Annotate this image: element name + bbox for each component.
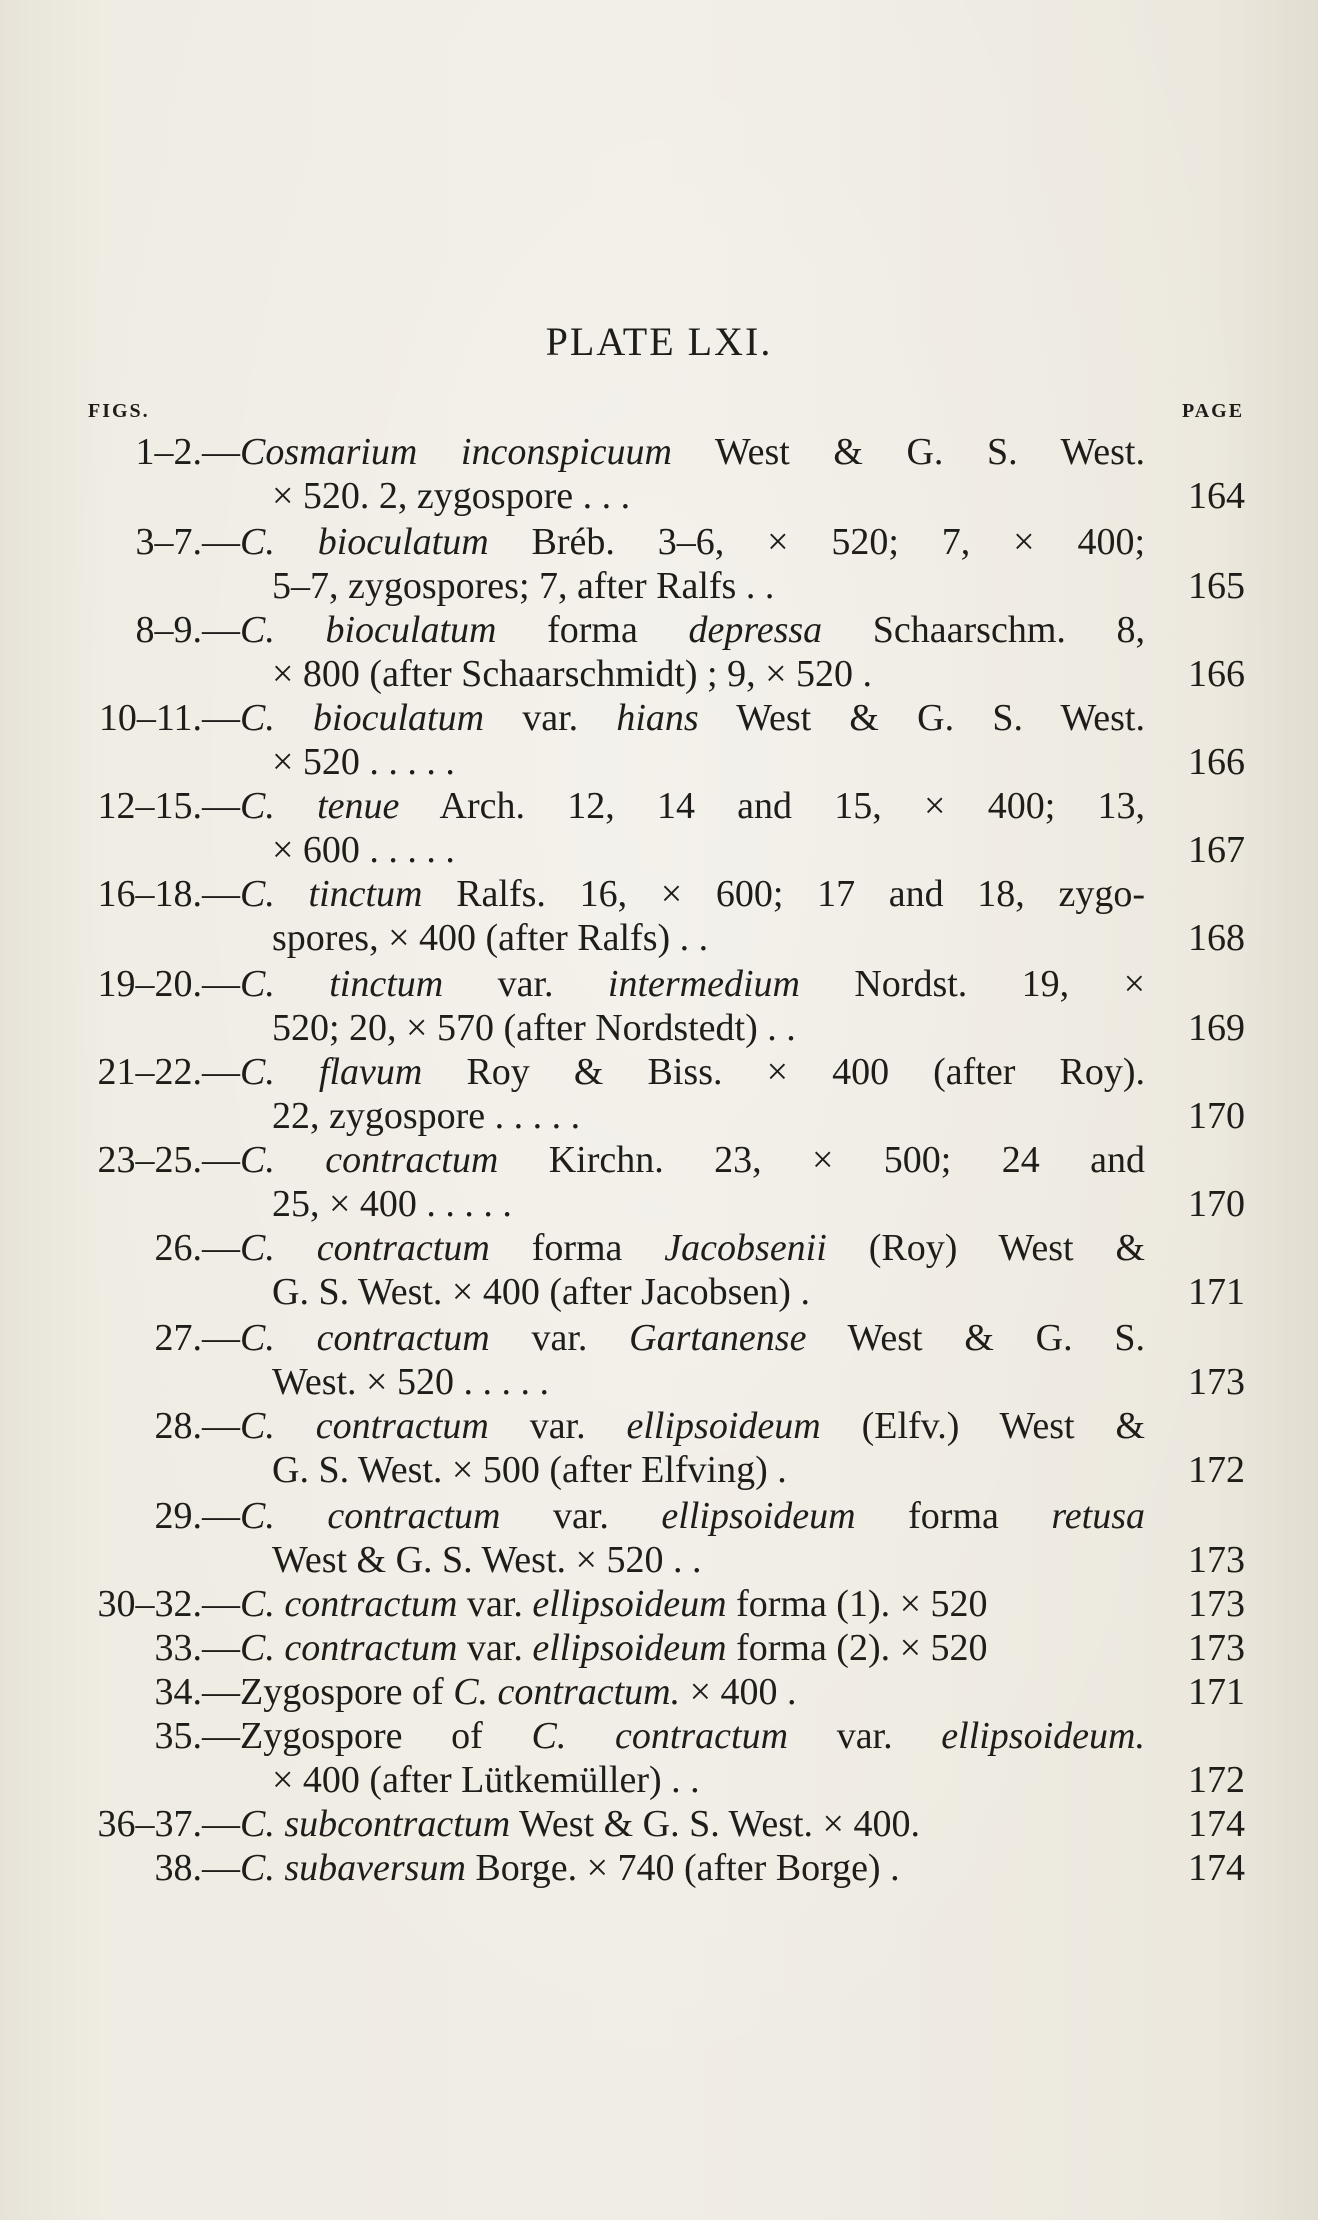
figure-number: 34.— bbox=[154, 1671, 240, 1713]
page-number: 169 bbox=[1188, 1007, 1245, 1049]
page-number: 172 bbox=[1188, 1449, 1245, 1491]
figure-entry bbox=[0, 696, 1318, 740]
figure-entry bbox=[0, 1494, 1318, 1538]
figure-number: 36–37.— bbox=[97, 1803, 240, 1845]
taxon-name: C. contractum bbox=[240, 1317, 490, 1359]
plate-title: PLATE LXI. bbox=[545, 319, 773, 364]
taxon-name: C. tinctum bbox=[240, 963, 444, 1005]
figure-description bbox=[240, 1494, 1145, 1538]
figure-description bbox=[240, 520, 1145, 564]
figure-entry bbox=[0, 430, 1318, 474]
figure-description-continued: × 400 (after Lütkemüller) . . bbox=[272, 1759, 700, 1801]
page-number: 168 bbox=[1188, 917, 1245, 959]
figure-description bbox=[240, 1670, 1145, 1714]
description-text: forma bbox=[496, 609, 689, 651]
taxon-name: C. subcontractum bbox=[240, 1803, 511, 1845]
figure-description-continued: 5–7, zygospores; 7, after Ralfs . . bbox=[272, 565, 775, 607]
page-number: 171 bbox=[1188, 1271, 1245, 1313]
figure-description-continued: West. × 520 . . . . . bbox=[272, 1361, 549, 1403]
figure-number: 28.— bbox=[154, 1405, 240, 1447]
figure-description bbox=[240, 784, 1145, 828]
taxon-name: ellipsoideum bbox=[626, 1405, 821, 1447]
figure-number: 12–15.— bbox=[97, 785, 240, 827]
description-text: West & G. S. West. × 400. bbox=[510, 1803, 920, 1845]
page-number: 173 bbox=[1188, 1361, 1245, 1403]
figure-description bbox=[240, 430, 1145, 474]
figure-entry-continuation bbox=[0, 1006, 1318, 1050]
figure-description-continued: × 800 (after Schaarschmidt) ; 9, × 520 . bbox=[272, 653, 873, 695]
figure-description-continued: spores, × 400 (after Ralfs) . . bbox=[272, 917, 709, 959]
figure-entry bbox=[0, 1404, 1318, 1448]
figure-number: 23–25.— bbox=[97, 1139, 240, 1181]
taxon-name: C. contractum bbox=[531, 1715, 789, 1757]
figure-description-continued: 25, × 400 . . . . . bbox=[272, 1183, 512, 1225]
page-number: 166 bbox=[1188, 741, 1245, 783]
figure-description bbox=[240, 696, 1145, 740]
figure-description bbox=[240, 962, 1145, 1006]
taxon-name: retusa bbox=[1051, 1495, 1145, 1537]
description-text: West & G. S. bbox=[806, 1317, 1145, 1359]
description-text: Borge. × 740 (after Borge) . bbox=[465, 1847, 900, 1889]
taxon-name: Jacobsenii bbox=[664, 1227, 827, 1269]
figure-number: 35.— bbox=[154, 1715, 240, 1757]
figure-entry bbox=[0, 1050, 1318, 1094]
figure-description-continued: G. S. West. × 400 (after Jacobsen) . bbox=[272, 1271, 810, 1313]
description-text: var. bbox=[500, 1495, 662, 1537]
taxon-name: hians bbox=[616, 697, 699, 739]
taxon-name: C. contractum bbox=[240, 1227, 490, 1269]
taxon-name: C. subaversum bbox=[240, 1847, 466, 1889]
description-text: Schaarschm. 8, bbox=[822, 609, 1146, 651]
description-text: West & G. S. West. bbox=[671, 431, 1145, 473]
figure-description bbox=[240, 1316, 1145, 1360]
figure-description bbox=[240, 1802, 1145, 1846]
figure-entry bbox=[0, 1626, 1318, 1670]
taxon-name: ellipsoideum bbox=[661, 1495, 856, 1537]
description-text: Bréb. 3–6, × 520; 7, × 400; bbox=[488, 521, 1146, 563]
figure-description bbox=[240, 1714, 1145, 1758]
figure-entry bbox=[0, 962, 1318, 1006]
taxon-name: C. contractum. bbox=[453, 1671, 681, 1713]
figure-entry bbox=[0, 1582, 1318, 1626]
description-text: Zygospore of bbox=[240, 1671, 454, 1713]
figure-description bbox=[240, 872, 1145, 916]
figure-number: 38.— bbox=[154, 1847, 240, 1889]
description-text: forma bbox=[489, 1227, 665, 1269]
description-text: Nordst. 19, × bbox=[799, 963, 1145, 1005]
figure-description bbox=[240, 1582, 1145, 1626]
figure-entry bbox=[0, 608, 1318, 652]
description-text: forma bbox=[855, 1495, 1052, 1537]
page-number: 164 bbox=[1188, 475, 1245, 517]
page-number: 167 bbox=[1188, 829, 1245, 871]
figure-entry-continuation bbox=[0, 564, 1318, 608]
figure-entry bbox=[0, 784, 1318, 828]
taxon-name: C. bioculatum bbox=[240, 697, 485, 739]
description-text: forma (1). × 520 bbox=[726, 1583, 988, 1625]
taxon-name: C. contractum bbox=[240, 1583, 458, 1625]
figure-description-continued: 520; 20, × 570 (after Nordstedt) . . bbox=[272, 1007, 796, 1049]
figure-number: 33.— bbox=[154, 1627, 240, 1669]
figure-number: 16–18.— bbox=[97, 873, 240, 915]
taxon-name: ellipsoideum bbox=[532, 1583, 727, 1625]
description-text: Kirchn. 23, × 500; 24 and bbox=[498, 1139, 1145, 1181]
page-number: 170 bbox=[1188, 1095, 1245, 1137]
figure-entry bbox=[0, 1316, 1318, 1360]
description-text: var. bbox=[484, 697, 617, 739]
figure-entry bbox=[0, 1846, 1318, 1890]
figure-entry-continuation bbox=[0, 474, 1318, 518]
figure-entry-continuation bbox=[0, 652, 1318, 696]
figure-entry-continuation bbox=[0, 1094, 1318, 1138]
figure-description bbox=[240, 1050, 1145, 1094]
figure-description-continued: 22, zygospore . . . . . bbox=[272, 1095, 581, 1137]
taxon-name: C. contractum bbox=[240, 1495, 501, 1537]
description-text: var. bbox=[488, 1405, 627, 1447]
page-number: 165 bbox=[1188, 565, 1245, 607]
taxon-name: depressa bbox=[688, 609, 823, 651]
figure-entry-continuation bbox=[0, 1360, 1318, 1404]
figure-number: 29.— bbox=[154, 1495, 240, 1537]
figure-description-continued: West & G. S. West. × 520 . . bbox=[272, 1539, 702, 1581]
taxon-name: C. contractum bbox=[240, 1139, 499, 1181]
taxon-name: ellipsoideum. bbox=[941, 1715, 1145, 1757]
figure-number: 27.— bbox=[154, 1317, 240, 1359]
taxon-name: C. contractum bbox=[240, 1405, 489, 1447]
page-number: 173 bbox=[1188, 1539, 1245, 1581]
description-text: forma (2). × 520 bbox=[726, 1627, 988, 1669]
description-text: Ralfs. 16, × 600; 17 and 18, zygo- bbox=[422, 873, 1146, 915]
taxon-name: C. flavum bbox=[240, 1051, 423, 1093]
page-number: 172 bbox=[1188, 1759, 1245, 1801]
figure-number: 19–20.— bbox=[97, 963, 240, 1005]
figure-description-continued: × 520 . . . . . bbox=[272, 741, 455, 783]
figure-description-continued: × 600 . . . . . bbox=[272, 829, 455, 871]
taxon-name: C. tenue bbox=[240, 785, 400, 827]
figure-entry-continuation bbox=[0, 1182, 1318, 1226]
page-number: 174 bbox=[1188, 1803, 1245, 1845]
figure-description-continued: G. S. West. × 500 (after Elfving) . bbox=[272, 1449, 787, 1491]
figure-entry-continuation bbox=[0, 740, 1318, 784]
description-text: × 400 . bbox=[680, 1671, 797, 1713]
taxon-name: ellipsoideum bbox=[532, 1627, 727, 1669]
description-text: var. bbox=[457, 1583, 533, 1625]
page-number: 174 bbox=[1188, 1847, 1245, 1889]
taxon-name: C. bioculatum bbox=[240, 521, 489, 563]
figure-number: 26.— bbox=[154, 1227, 240, 1269]
description-text: (Elfv.) West & bbox=[820, 1405, 1145, 1447]
taxon-name: C. tinctum bbox=[240, 873, 423, 915]
figure-description bbox=[240, 1846, 1145, 1890]
figure-entry bbox=[0, 520, 1318, 564]
figure-entry-continuation bbox=[0, 828, 1318, 872]
taxon-name: C. contractum bbox=[240, 1627, 458, 1669]
page-column-header: PAGE bbox=[1182, 400, 1245, 422]
description-text: Roy & Biss. × 400 (after Roy). bbox=[422, 1051, 1145, 1093]
taxon-name: Cosmarium inconspicuum bbox=[240, 431, 672, 473]
figure-description-continued: × 520. 2, zygospore . . . bbox=[272, 475, 631, 517]
description-text: Zygospore of bbox=[240, 1715, 532, 1757]
figure-entry bbox=[0, 1670, 1318, 1714]
page-number: 173 bbox=[1188, 1627, 1245, 1669]
figure-number: 21–22.— bbox=[97, 1051, 240, 1093]
figure-number: 30–32.— bbox=[97, 1583, 240, 1625]
taxon-name: C. bioculatum bbox=[240, 609, 497, 651]
description-text: (Roy) West & bbox=[826, 1227, 1145, 1269]
description-text: var. bbox=[788, 1715, 942, 1757]
figs-column-header: FIGS. bbox=[88, 400, 150, 422]
figure-description bbox=[240, 1138, 1145, 1182]
figure-entry-continuation bbox=[0, 916, 1318, 960]
figure-description bbox=[240, 608, 1145, 652]
figure-entry bbox=[0, 1138, 1318, 1182]
description-text: West & G. S. West. bbox=[698, 697, 1145, 739]
figure-entry-continuation bbox=[0, 1538, 1318, 1582]
figure-description bbox=[240, 1404, 1145, 1448]
page-number: 173 bbox=[1188, 1583, 1245, 1625]
figure-entry bbox=[0, 1714, 1318, 1758]
figure-description bbox=[240, 1626, 1145, 1670]
description-text: var. bbox=[489, 1317, 630, 1359]
description-text: Arch. 12, 14 and 15, × 400; 13, bbox=[399, 785, 1145, 827]
figure-entry bbox=[0, 1802, 1318, 1846]
taxon-name: intermedium bbox=[607, 963, 800, 1005]
taxon-name: Gartanense bbox=[629, 1317, 807, 1359]
figure-entry-continuation bbox=[0, 1448, 1318, 1492]
figure-number: 10–11.— bbox=[98, 697, 240, 739]
figure-entry bbox=[0, 1226, 1318, 1270]
page-number: 171 bbox=[1188, 1671, 1245, 1713]
figure-number: 8–9.— bbox=[135, 609, 240, 651]
page-number: 166 bbox=[1188, 653, 1245, 695]
description-text: var. bbox=[443, 963, 608, 1005]
figure-entry bbox=[0, 872, 1318, 916]
description-text: var. bbox=[457, 1627, 533, 1669]
figure-number: 3–7.— bbox=[135, 521, 240, 563]
figure-entry-continuation bbox=[0, 1758, 1318, 1802]
page-number: 170 bbox=[1188, 1183, 1245, 1225]
figure-number: 1–2.— bbox=[135, 431, 240, 473]
figure-entry-continuation bbox=[0, 1270, 1318, 1314]
figure-description bbox=[240, 1226, 1145, 1270]
